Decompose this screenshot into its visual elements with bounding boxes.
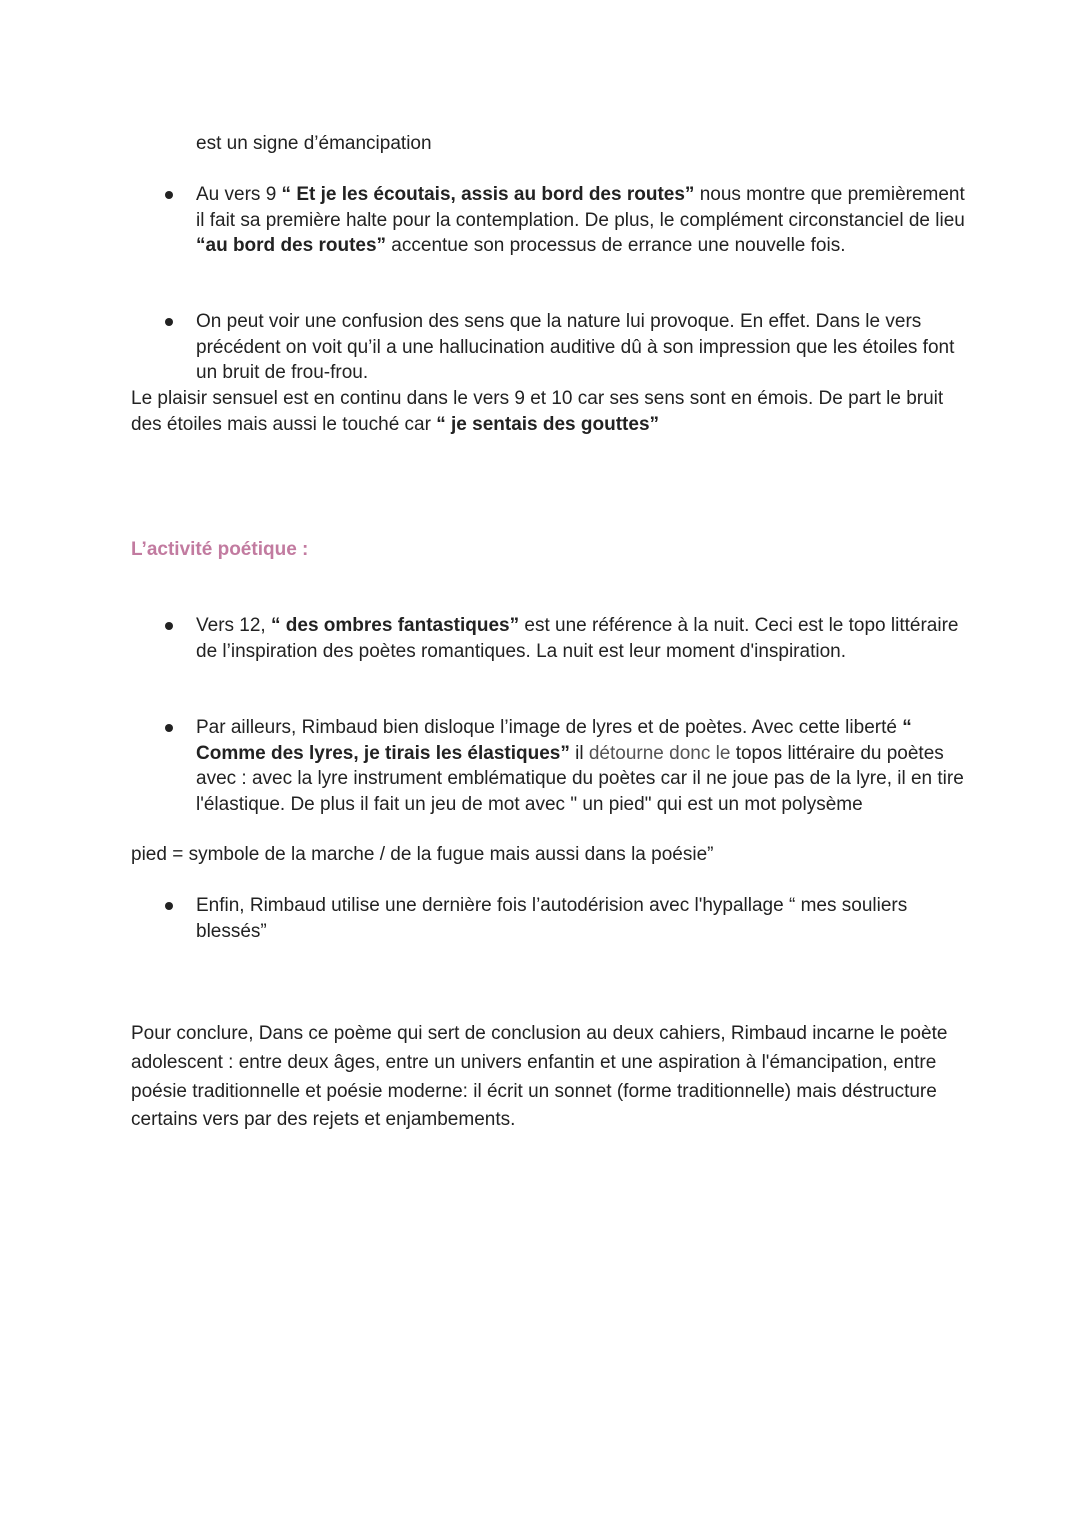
paragraph-conclusion xyxy=(131,1020,966,1135)
text-span: Au vers 9 xyxy=(196,184,282,205)
bullet-icon xyxy=(163,620,175,632)
text-span: est un signe d’émancipation xyxy=(196,133,432,154)
paragraph-autoderision xyxy=(196,893,966,944)
text-span: On peut voir une confusion des sens que la nature lui provoque. En effet. Dans le vers précédent on voit qu’il a une hallucination auditive dû à son impression que les étoiles font un bruit de frou-frou. xyxy=(196,311,955,383)
text-span: Vers 12, xyxy=(196,615,271,636)
text-span: Par ailleurs, Rimbaud bien disloque l’image de lyres et de poètes. Avec cette liberté xyxy=(196,717,903,738)
text-span: Enfin, Rimbaud utilise une dernière fois l’autodérision avec l'hypallage “ mes souliers blessés” xyxy=(196,895,908,942)
paragraph-pied xyxy=(131,842,966,868)
quote-bold: “ des ombres fantastiques” xyxy=(271,615,520,636)
text-span: est une référence à la nuit. Ceci est le topo littéraire de l’inspiration des poètes romantiques. La nuit est leur moment d'inspiration. xyxy=(196,615,959,662)
text-span: accentue son processus de errance une nouvelle fois. xyxy=(386,235,846,256)
quote-bold: “ Comme des lyres, je tirais les élastiques” xyxy=(196,717,912,764)
bullet-icon xyxy=(163,189,175,201)
text-span: topos littéraire du poètes avec : avec la lyre instrument emblématique du poètes car il ne joue pas de la lyre, il en tire l'élastique. De plus il fait un jeu de mot avec " un pied" qui est un mot polysème xyxy=(196,742,964,815)
text-span-grey: détourne donc le xyxy=(588,742,731,764)
text-span: pied = symbole de la marche / de la fugue mais aussi dans la poésie” xyxy=(131,844,714,865)
paragraph-emancipation xyxy=(196,131,966,157)
paragraph-confusion-sens xyxy=(196,309,966,386)
quote-bold: “au bord des routes” xyxy=(196,235,387,256)
paragraph-vers-9 xyxy=(196,182,966,259)
text-span: il xyxy=(569,742,589,764)
text-span: Pour conclure, Dans ce poème qui sert de conclusion au deux cahiers, Rimbaud incarne le poète adolescent : entre deux âges, entre un univers enfantin et une aspiration à l'émancipation, entre poésie traditionnelle et poésie moderne: il écrit un sonnet (forme traditionnelle) mais déstructure certains vers par des rejets et enjambements. xyxy=(131,1023,948,1131)
paragraph-vers-12 xyxy=(196,613,966,664)
bullet-icon xyxy=(163,316,175,328)
text-span: Le plaisir sensuel est en continu dans le vers 9 et 10 car ses sens sont en émois. De part le bruit des étoiles mais aussi le touché car xyxy=(131,388,944,435)
quote-bold: “ je sentais des gouttes” xyxy=(436,413,660,435)
quote-bold: “ Et je les écoutais, assis au bord des routes” xyxy=(281,184,695,205)
bullet-icon xyxy=(163,900,175,912)
text-span: nous montre que premièrement il fait sa première halte pour la contemplation. De plus, le complément circonstanciel de lieu xyxy=(196,184,965,231)
paragraph-plaisir-sensuel xyxy=(131,386,966,437)
section-heading: L’activité poétique : xyxy=(131,539,309,560)
paragraph-lyres xyxy=(196,715,966,817)
bullet-icon xyxy=(163,722,175,734)
